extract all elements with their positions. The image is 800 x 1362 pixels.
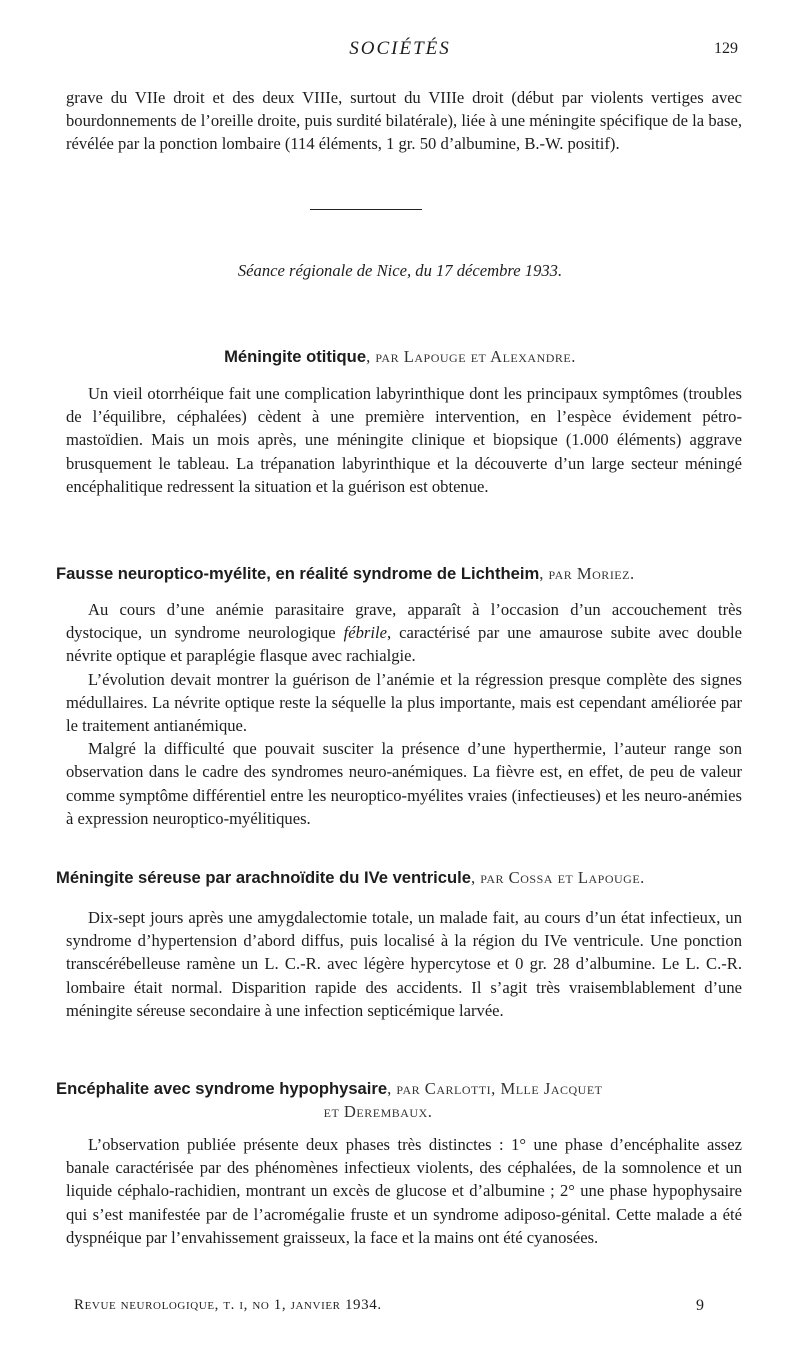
article-title-3: Méningite séreuse par arachnoïdite du IVe ventricule [56,868,471,887]
article-body-1 [66,382,742,498]
article-title-4: Encéphalite avec syndrome hypophysaire [56,1079,388,1098]
article-authors-4-continued: et Derembaux. [323,1102,433,1121]
intro-text: grave du VIIe droit et des deux VIIIe, surtout du VIIIe droit (début par violents vertiges avec bourdonnements de l’oreille droite, puis surdité bilatérale), liée à une méningite spécifique de la base, révélée par la ponction lombaire (114 éléments, 1 gr. 50 d’albumine, B.-W. positif). [66,88,742,154]
article-body-4 [66,1133,742,1249]
article-body-2 [66,598,742,830]
running-title: SOCIÉTÉS [349,38,451,59]
signature-number: 9 [696,1297,704,1314]
article-authors-2: , par Moriez. [539,564,635,583]
article-heading-2 [56,562,756,585]
article-heading-4 [56,1077,756,1123]
paragraph-text: , caractérisé par une amaurose subite avec double névrite optique et paraplégie flasque avec rachialgie. [66,623,742,666]
paragraph-text: Au cours d’une anémie parasitaire grave, apparaît à l’occasion d’un accouchement très dystocique, un syndrome neurologique [66,600,742,643]
journal-footer: Revue neurologique, t. i, no 1, janvier 1934. [74,1297,382,1313]
intro-paragraph [66,86,742,156]
article-paragraph: L’observation publiée présente deux phases très distinctes : 1° une phase d’encéphalite assez banale caractérisée par des phénomènes infectieux violents, des céphalées, de la somnolence et un liquide céphalo-rachidien, montrant un excès de glucose et d’albumine ; 2° une phase hypophysaire qui s’est manifestée par de l’acromégalie fruste et un syndrome adiposo-génital. Cette malade a été dyspnéique par l’envahissement graisseux, la face et la mains ont été cyanosées. [66,1135,742,1247]
article-heading-1 [0,345,800,368]
article-authors-4: , par Carlotti, Mlle Jacquet [387,1079,603,1098]
article-authors-3: , par Cossa et Lapouge. [470,868,645,887]
article-authors-1: , par Lapouge et Alexandre. [366,347,576,366]
article-paragraph [66,598,742,668]
page-number: 129 [714,40,738,57]
article-paragraph: Un vieil otorrhéique fait une complication labyrinthique dont les principaux symptômes (troubles de l’équilibre, céphalées) cèdent à une première intervention, en l’espèce évidement pétro-mastoïdien. Mais un mois après, une méningite clinique et biopsique (1.000 éléments) aggrave brusquement le tableau. La trépanation labyrinthique et la découverte d’un large secteur méningé encéphalitique redressent la situation et la guérison est obtenue. [66,384,742,496]
emphasized-word: fébrile [343,623,387,643]
article-title-2: Fausse neuroptico-myélite, en réalité syndrome de Lichtheim [56,564,540,583]
session-title: Séance régionale de Nice, du 17 décembre 1933. [237,261,563,280]
article-paragraph: L’évolution devait montrer la guérison de l’anémie et la régression presque complète des signes médullaires. La névrite optique reste la séquelle la plus importante, mais est cependant améliorée par le traitement antianémique. [66,669,742,736]
article-paragraph: Dix-sept jours après une amygdalectomie totale, un malade fait, au cours d’un état infectieux, un syndrome d’hypertension d’abord diffus, puis localisé à la région du IVe ventricule. Une ponction transcérébelleuse ramène un L. C.-R. avec légère hypercytose et 0 gr. 28 d’albumine. Le L. C.-R. lombaire était normal. Disparition rapide des accidents. Il s’agit très vraisemblablement d’une méningite séreuse secondaire à une infection septicémique larvée. [66,908,742,1020]
article-body-3 [66,906,742,1022]
section-divider [310,209,422,210]
article-heading-3 [56,866,756,889]
article-title-1: Méningite otitique [224,347,367,366]
article-paragraph: Malgré la difficulté que pouvait susciter la présence d’une hyperthermie, l’auteur range son observation dans le cadre des syndromes neuro-anémiques. La fièvre est, en effet, de peu de valeur comme symptôme différentiel entre les neuroptico-myélites vraies (infectieuses) et les neuro-anémies à expression neuroptico-myélitiques. [66,739,742,828]
